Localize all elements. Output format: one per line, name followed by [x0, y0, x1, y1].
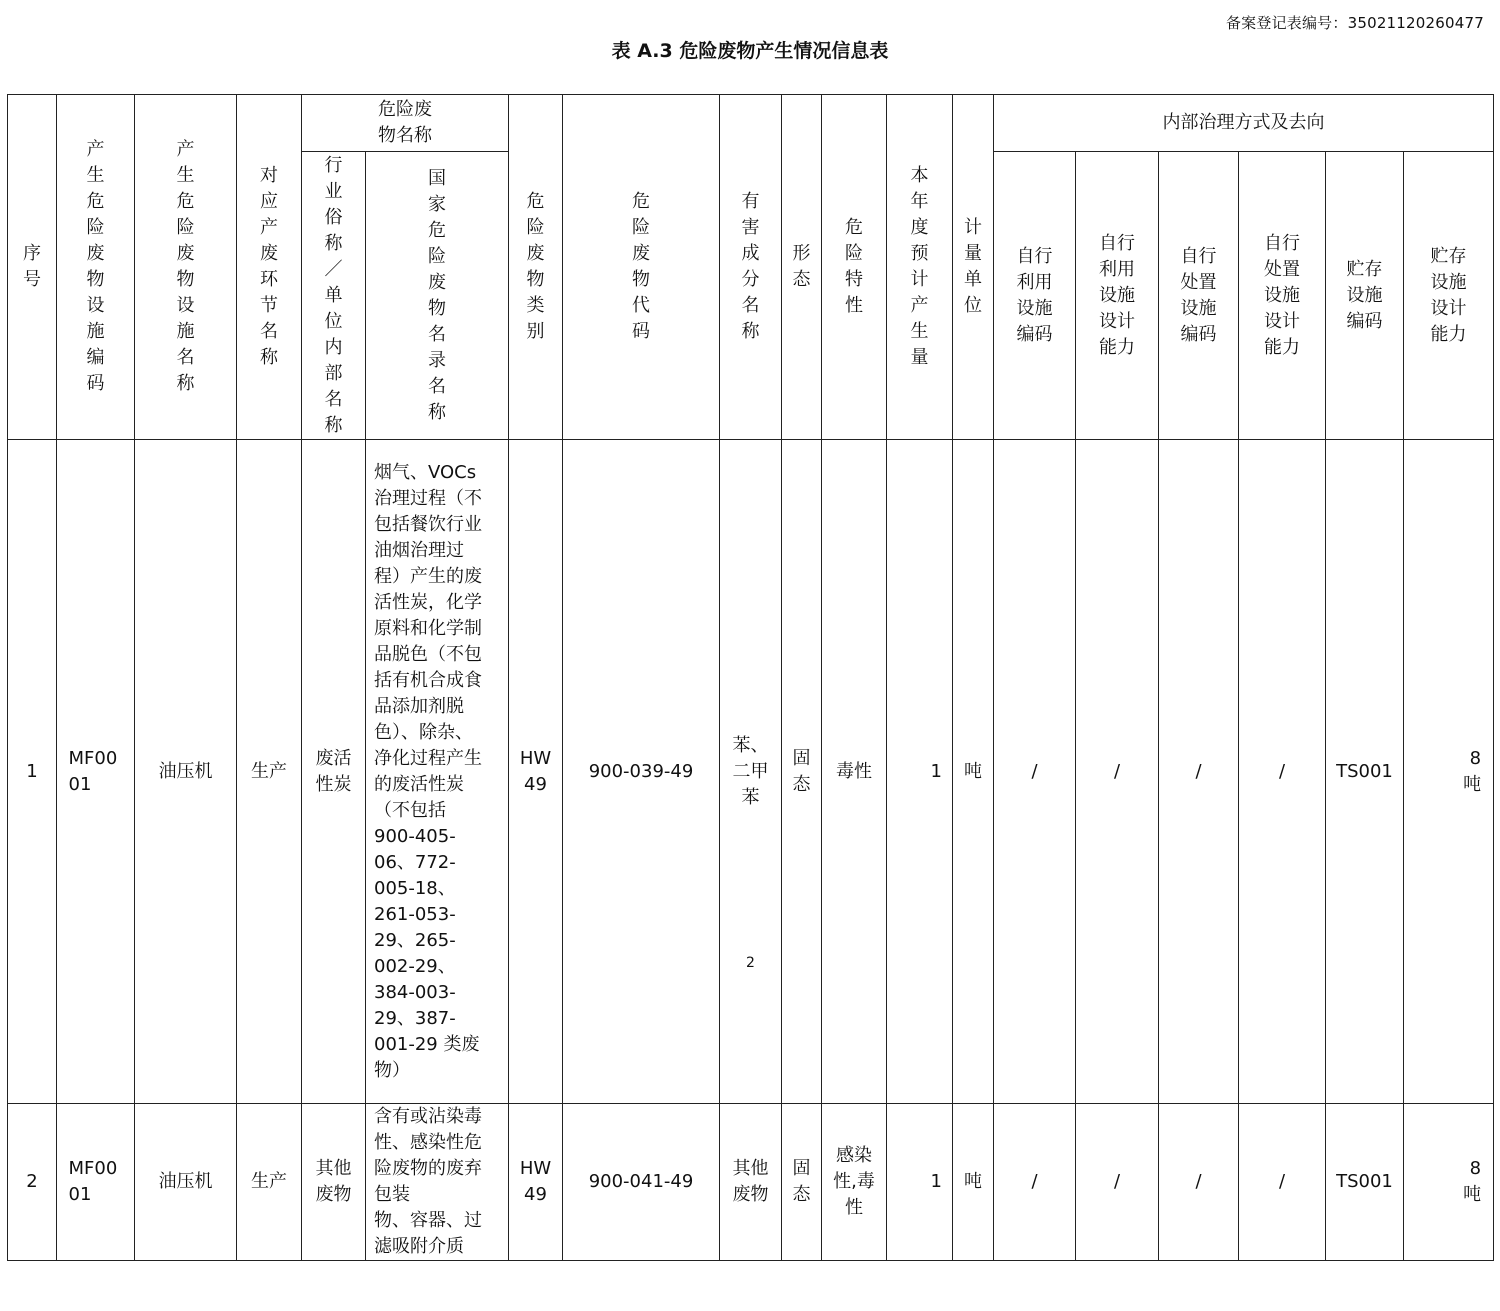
header-harmful-components: 有害成分名称	[720, 95, 782, 440]
cell-self-use-code: /	[994, 440, 1076, 1104]
header-industry-name: 行业俗称／单位内部名称	[302, 152, 366, 440]
header-category: 危险废物类别	[509, 95, 563, 440]
cell-harmful-components: 其他废物	[720, 1104, 782, 1261]
table-row	[8, 440, 1494, 1104]
cell-harmful-components: 苯、二甲苯 2	[720, 440, 782, 1104]
cell-facility-code: MF0001	[57, 440, 135, 1104]
header-row-1	[8, 95, 1494, 152]
cell-category: HW49	[509, 440, 563, 1104]
cell-category: HW49	[509, 1104, 563, 1261]
header-self-disposal-capacity: 自行处置设施设计能力	[1239, 152, 1326, 440]
cell-annual-output: 1	[887, 440, 953, 1104]
header-internal-group: 内部治理方式及去向	[994, 95, 1494, 152]
header-process-name: 对应产废环节名称	[237, 95, 302, 440]
table-title: 表 A.3 危险废物产生情况信息表	[611, 40, 889, 62]
cell-self-use-capacity: /	[1076, 1104, 1159, 1261]
cell-self-disposal-code: /	[1159, 1104, 1239, 1261]
cell-hazard: 感染性,毒性	[822, 1104, 887, 1261]
cell-form: 固态	[782, 440, 822, 1104]
cell-form: 固态	[782, 1104, 822, 1261]
cell-unit: 吨	[953, 1104, 994, 1261]
cell-process-name: 生产	[237, 1104, 302, 1261]
cell-self-use-code: /	[994, 1104, 1076, 1261]
header-waste-name-group: 危险废物名称	[302, 95, 509, 152]
header-seq: 序号	[8, 95, 57, 440]
cell-hazard: 毒性	[822, 440, 887, 1104]
cell-code: 900-039-49	[563, 440, 720, 1104]
cell-industry-name: 其他废物	[302, 1104, 366, 1261]
header-national-name: 国家危险废物名录名称	[366, 152, 509, 440]
header-unit: 计量单位	[953, 95, 994, 440]
cell-annual-output: 1	[887, 1104, 953, 1261]
registration-number: 备案登记表编号：35021120260477	[1225, 14, 1484, 32]
table-row	[8, 1104, 1494, 1261]
cell-national-name: 含有或沾染毒 性、感染性危 险废物的废弃 包装 物、容器、过 滤吸附介质	[366, 1104, 509, 1261]
components-footnote: 2	[746, 955, 755, 971]
cell-storage-code: TS001	[1326, 440, 1404, 1104]
header-storage-code: 贮存设施编码	[1326, 152, 1404, 440]
cell-facility-name: 油压机	[135, 440, 237, 1104]
cell-seq: 2	[8, 1104, 57, 1261]
header-self-use-capacity: 自行利用设施设计能力	[1076, 152, 1159, 440]
cell-self-disposal-code: /	[1159, 440, 1239, 1104]
header-annual-output: 本年度预计产生量	[887, 95, 953, 440]
cell-self-use-capacity: /	[1076, 440, 1159, 1104]
hazardous-waste-table	[7, 94, 1494, 1261]
cell-code: 900-041-49	[563, 1104, 720, 1261]
header-facility-code: 产生危险废物设施编码	[57, 95, 135, 440]
cell-storage-code: TS001	[1326, 1104, 1404, 1261]
cell-facility-code: MF0001	[57, 1104, 135, 1261]
cell-facility-name: 油压机	[135, 1104, 237, 1261]
header-self-disposal-code: 自行处置设施编码	[1159, 152, 1239, 440]
header-facility-name: 产生危险废物设施名称	[135, 95, 237, 440]
header-storage-capacity: 贮存设施设计能力	[1404, 152, 1494, 440]
cell-storage-capacity: 8吨	[1404, 1104, 1494, 1261]
cell-self-disposal-capacity: /	[1239, 440, 1326, 1104]
cell-national-name: 烟气、VOCs 治理过程（不 包括餐饮行业 油烟治理过 程）产生的废 活性炭，化学 原料和化学制 品脱色（不包 括有机合成食 品添加剂脱 色）、除杂、 净化过程产生 的废活性炭 （不包括 900-405- 06、772- 005-18、 261-053- 29、265- 002-29、 384-003- 29、387- 001-29 类废 物）	[366, 440, 509, 1104]
cell-self-disposal-capacity: /	[1239, 1104, 1326, 1261]
cell-storage-capacity: 8吨	[1404, 440, 1494, 1104]
cell-unit: 吨	[953, 440, 994, 1104]
header-form: 形态	[782, 95, 822, 440]
header-code: 危险废物代码	[563, 95, 720, 440]
header-self-use-code: 自行利用设施编码	[994, 152, 1076, 440]
header-hazard: 危险特性	[822, 95, 887, 440]
cell-seq: 1	[8, 440, 57, 1104]
cell-process-name: 生产	[237, 440, 302, 1104]
cell-industry-name: 废活性炭	[302, 440, 366, 1104]
